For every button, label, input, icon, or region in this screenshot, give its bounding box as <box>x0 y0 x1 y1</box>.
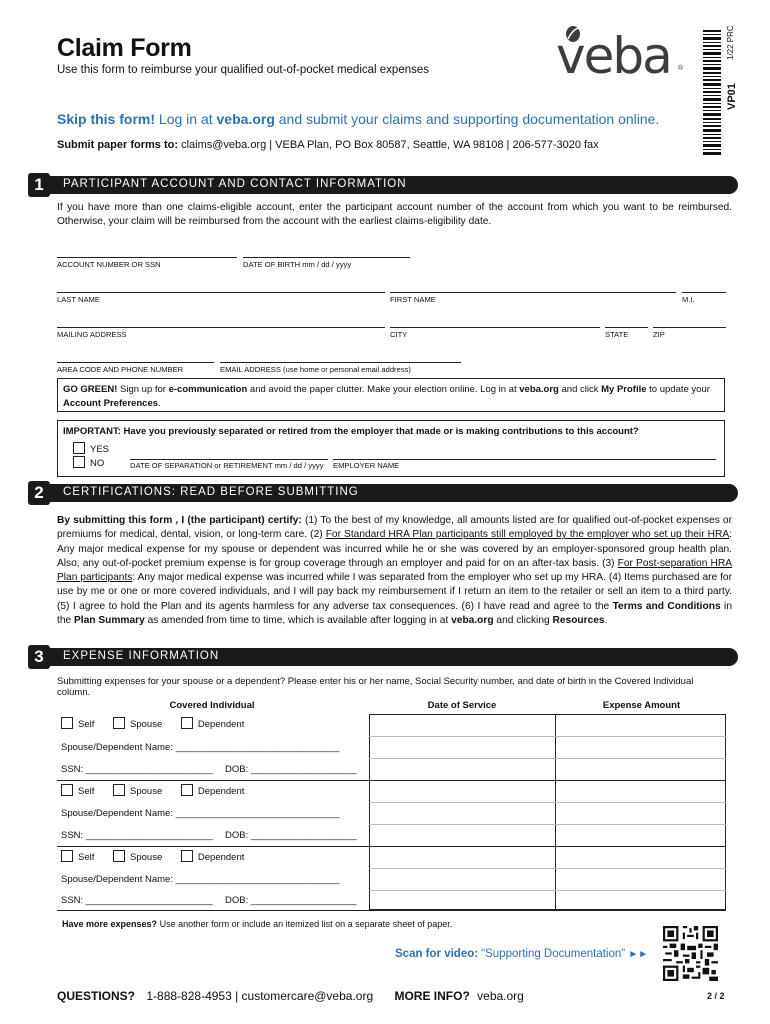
date-of-birth-field[interactable] <box>243 257 410 258</box>
account-number-label: ACCOUNT NUMBER OR SSN <box>57 260 161 269</box>
self-checkbox[interactable] <box>61 850 73 862</box>
veba-link[interactable]: veba.org <box>216 111 275 127</box>
veba-link-green[interactable]: veba.org <box>519 384 559 395</box>
more-expenses-text: Use another form or include an itemized list on a separate sheet of paper. <box>157 919 453 929</box>
self-checkbox[interactable] <box>61 717 73 729</box>
section-title: CERTIFICATIONS: READ BEFORE SUBMITTING <box>63 486 359 498</box>
entry-2-dob-field[interactable]: DOB: ____________________ <box>225 830 357 841</box>
expense-grid <box>369 714 726 910</box>
spouse-option[interactable] <box>113 786 162 797</box>
dependent-option[interactable] <box>181 852 244 863</box>
phone-label: AREA CODE AND PHONE NUMBER <box>57 365 184 374</box>
section-3-header <box>28 648 738 666</box>
grid-row-line <box>57 846 726 847</box>
state-label: STATE <box>605 330 629 339</box>
entry-2-ssn-field[interactable]: SSN: ________________________ <box>61 830 213 841</box>
my-profile-text: My Profile <box>601 384 647 395</box>
phone-field[interactable] <box>57 362 214 363</box>
account-number-field[interactable] <box>57 257 237 258</box>
first-name-field[interactable] <box>390 292 676 293</box>
footer-site-link[interactable]: veba.org <box>477 989 524 1003</box>
spouse-option[interactable] <box>113 852 162 863</box>
section-2-header <box>28 484 738 502</box>
self-label: Self <box>78 719 95 730</box>
grid-row-line <box>57 780 726 781</box>
grid-row-line <box>369 736 726 737</box>
mailing-address-label: MAILING ADDRESS <box>57 330 127 339</box>
logo-wordmark: veba <box>556 27 671 85</box>
section-title: EXPENSE INFORMATION <box>63 650 220 662</box>
employer-name-label: EMPLOYER NAME <box>333 461 400 470</box>
col-covered-individual: Covered Individual <box>169 700 255 711</box>
form-revision-date: 1/22 PRC <box>726 25 735 60</box>
section-number: 2 <box>28 481 50 505</box>
go-green-t5: . <box>158 398 161 409</box>
entry-1-relationship <box>61 717 244 730</box>
date-of-birth-label: DATE OF BIRTH mm / dd / yyyy <box>243 260 352 269</box>
entry-3-dob-field[interactable]: DOB: ____________________ <box>225 895 357 906</box>
dependent-option[interactable] <box>181 786 244 797</box>
cert-u2: For Post-separation HRA Plan participants <box>57 557 732 584</box>
cert-t5: as amended from time to time, which is available after logging in at <box>144 615 452 627</box>
spouse-label: Spouse <box>130 719 163 730</box>
account-preferences-text: Account Preferences <box>63 398 159 409</box>
grid-row-line <box>369 758 726 759</box>
last-name-label: LAST NAME <box>57 295 100 304</box>
cert-u1: For Standard HRA Plan participants still employed by the employer who set up their HRA <box>325 529 730 541</box>
entry-2-relationship <box>61 784 244 797</box>
spouse-label: Spouse <box>130 852 163 863</box>
expense-table <box>57 696 726 912</box>
registered-mark: ® <box>678 65 684 72</box>
page-number: 2 / 2 <box>707 991 725 1001</box>
paper-submission-info <box>57 139 599 151</box>
resources-text: Resources <box>552 615 605 627</box>
cert-t3: : Any major medical expense was incurred while I was separated from the employer who set up my HRA. (4) Items purchased are for use by me or one or more covered individuals, and I will pay back my reimbursement if I return an item to the retailer or sell an item to a third party. (5) I agree to hold the Plan and its agents harmless for any adverse tax consequences. (6) I have read and agree to the <box>57 572 732 612</box>
yes-label: YES <box>90 444 110 455</box>
self-option[interactable] <box>61 786 94 797</box>
city-label: CITY <box>390 330 408 339</box>
barcode-image <box>703 30 721 155</box>
dependent-label: Dependent <box>197 719 245 730</box>
go-green-t1: Sign up for <box>117 384 169 395</box>
self-label: Self <box>78 852 95 863</box>
section-1-header <box>28 176 738 194</box>
more-expenses-bold: Have more expenses? <box>62 919 158 929</box>
cert-t7: . <box>604 615 608 627</box>
self-option[interactable] <box>61 719 94 730</box>
go-green-t3: and click <box>558 384 602 395</box>
scan-for-video <box>395 948 648 960</box>
entry-3-relationship <box>61 850 244 863</box>
go-green-box <box>57 378 725 412</box>
dependent-option[interactable] <box>181 719 244 730</box>
grid-row-line <box>57 910 726 911</box>
yes-checkbox[interactable] <box>73 442 85 454</box>
email-field[interactable] <box>220 362 461 363</box>
dependent-checkbox[interactable] <box>181 850 193 862</box>
section-title: PARTICIPANT ACCOUNT AND CONTACT INFORMATION <box>63 178 407 190</box>
no-option[interactable] <box>73 456 104 469</box>
entry-1-name-field[interactable]: Spouse/Dependent Name: _______________________________ <box>61 742 340 753</box>
go-green-bold: GO GREEN! <box>63 384 118 395</box>
play-arrows-icon: ►► <box>628 949 649 960</box>
spouse-checkbox[interactable] <box>113 784 125 796</box>
entry-2-name-field[interactable]: Spouse/Dependent Name: _______________________________ <box>61 808 340 819</box>
contact-info[interactable]: 1-888-828-4953 | customercare@veba.org <box>146 989 374 1003</box>
footer <box>57 989 524 1003</box>
plan-summary-text: Plan Summary <box>74 615 145 627</box>
state-field[interactable] <box>605 327 648 328</box>
skip-post: and submit your claims and supporting documentation online. <box>274 111 660 127</box>
go-green-t4: to update your <box>646 384 710 395</box>
terms-conditions-text: Terms and Conditions <box>612 600 721 612</box>
grid-divider <box>555 714 556 910</box>
paper-text: claims@veba.org | VEBA Plan, PO Box 80587, Seattle, WA 98108 | 206-577-3020 fax <box>178 139 599 151</box>
middle-initial-field[interactable] <box>682 292 726 293</box>
grid-row-line <box>369 802 726 803</box>
questions-label: QUESTIONS? <box>57 989 136 1003</box>
important-box <box>57 420 725 477</box>
spouse-option[interactable] <box>113 719 162 730</box>
separation-date-label: DATE OF SEPARATION or RETIREMENT mm / dd / yyyy <box>130 461 324 470</box>
section-1-intro: If you have more than one claims-eligible account, enter the participant account number of the account from which you want to be reimbursed. Otherwise, your claim will be reimbursed from the account with the earliest claims-eligibility date. <box>57 202 732 228</box>
veba-logo <box>556 25 686 85</box>
spouse-checkbox[interactable] <box>113 717 125 729</box>
veba-link-cert[interactable]: veba.org <box>451 615 494 627</box>
no-checkbox[interactable] <box>73 456 85 468</box>
col-date-of-service: Date of Service <box>427 700 497 711</box>
entry-1-ssn-field[interactable]: SSN: ________________________ <box>61 764 213 775</box>
go-green-text <box>63 383 718 411</box>
self-label: Self <box>78 786 95 797</box>
section-number: 1 <box>28 173 50 197</box>
important-question: IMPORTANT: Have you previously separated or retired from the employer that made or is making contributions to this account? <box>63 426 639 437</box>
section-number: 3 <box>28 645 50 669</box>
self-option[interactable] <box>61 852 94 863</box>
city-field[interactable] <box>390 327 600 328</box>
skip-pre: Log in at <box>155 111 217 127</box>
first-name-label: FIRST NAME <box>390 295 436 304</box>
email-label-note: (use home or personal email address) <box>283 365 411 374</box>
ecommunication-text: e-communication <box>168 384 248 395</box>
scan-label: Scan for video: <box>395 948 479 960</box>
entry-1-dob-field[interactable]: DOB: ____________________ <box>225 764 357 775</box>
dependent-checkbox[interactable] <box>181 784 193 796</box>
dependent-checkbox[interactable] <box>181 717 193 729</box>
form-title: Claim Form <box>57 34 192 62</box>
grid-row-line <box>369 868 726 869</box>
separation-date-field[interactable] <box>130 459 328 460</box>
cert-lead: By submitting this form , I (the participant) certify: <box>57 515 302 526</box>
skip-bold: Skip this form! <box>57 111 156 127</box>
grid-row-line <box>369 890 726 891</box>
yes-option[interactable] <box>73 442 109 455</box>
email-label: EMAIL ADDRESS (use home or personal email address) <box>220 365 411 374</box>
dependent-label: Dependent <box>197 786 245 797</box>
expense-intro: Submitting expenses for your spouse or a dependent? Please enter his or her name, Social Security number, and date of birth in the Covered Individual column. <box>57 676 694 698</box>
more-expenses-note <box>62 919 452 929</box>
zip-label: ZIP <box>653 330 665 339</box>
grid-row-line <box>369 824 726 825</box>
entry-3-ssn-field[interactable]: SSN: ________________________ <box>61 895 213 906</box>
dependent-label: Dependent <box>197 852 245 863</box>
col-expense-amount: Expense Amount <box>602 700 681 711</box>
cert-t1: (1) To the best of my knowledge, all amounts listed are for qualified out-of-pocket expenses or premiums for medical, dental, vision, or long-term care. (2) <box>57 515 732 541</box>
form-subtitle: Use this form to reimburse your qualified out-of-pocket medical expenses <box>57 64 430 76</box>
zip-field[interactable] <box>653 327 726 328</box>
mailing-address-field[interactable] <box>57 327 385 328</box>
spouse-checkbox[interactable] <box>113 850 125 862</box>
self-checkbox[interactable] <box>61 784 73 796</box>
video-title: “Supporting Documentation” <box>481 948 626 960</box>
cert-t2: : Any major medical expense for my spouse or dependent was incurred while he or she was covered by an employer-sponsored group health plan. Also, any out-of-pocket premium expense is for group coverage through an employer and paid for on an after-tax basis. (3) <box>57 529 732 569</box>
spouse-label: Spouse <box>130 786 163 797</box>
cert-t4: in the <box>57 600 732 627</box>
entry-3-name-field[interactable]: Spouse/Dependent Name: _______________________________ <box>61 874 340 885</box>
middle-initial-label: M.I. <box>682 295 695 304</box>
paper-label: Submit paper forms to: <box>57 139 179 151</box>
form-code: VP01 <box>726 83 738 110</box>
skip-form-notice <box>57 111 659 127</box>
more-info-label: MORE INFO? <box>394 989 470 1003</box>
go-green-t2: and avoid the paper clutter. Make your election online. Log in at <box>247 384 520 395</box>
employer-name-field[interactable] <box>333 459 716 460</box>
certifications-text <box>57 514 732 628</box>
qr-code-image[interactable] <box>663 926 718 981</box>
no-label: NO <box>90 458 105 469</box>
cert-t6: and clicking <box>493 615 553 627</box>
last-name-field[interactable] <box>57 292 385 293</box>
